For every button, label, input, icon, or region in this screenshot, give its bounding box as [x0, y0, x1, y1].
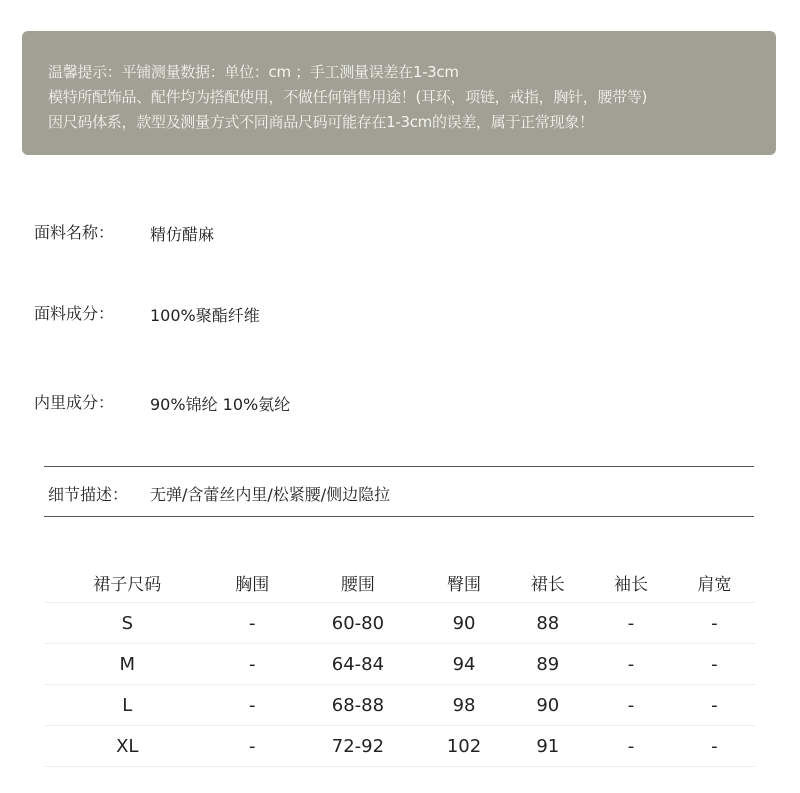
table-cell: 94: [422, 644, 506, 685]
table-cell: -: [673, 603, 756, 644]
size-table: [44, 562, 756, 767]
divider: [44, 466, 754, 467]
table-cell: -: [589, 603, 672, 644]
table-cell: L: [44, 685, 211, 726]
table-cell: 90: [506, 685, 589, 726]
header-cell: 裙子尺码: [93, 574, 162, 595]
divider: [44, 516, 754, 517]
header-cell: 袖长: [614, 574, 649, 595]
table-cell: 102: [422, 726, 506, 767]
table-cell: -: [673, 685, 756, 726]
table-cell: 72-92: [294, 726, 422, 767]
table-cell: XL: [44, 726, 211, 767]
table-row: [44, 685, 756, 726]
table-cell: -: [211, 685, 294, 726]
header-cell: 胸围: [235, 574, 270, 595]
lining-label: 内里成分：: [34, 393, 115, 412]
fabric-name-value: 精仿醋麻: [150, 225, 215, 244]
table-cell: 64-84: [294, 644, 422, 685]
detail-label: 细节描述：: [48, 485, 129, 504]
table-cell: -: [673, 644, 756, 685]
table-cell: 90: [422, 603, 506, 644]
table-row: [44, 644, 756, 685]
notice-line: 温馨提示：平铺测量数据：单位：cm ；手工测量误差在1-3cm: [48, 63, 459, 81]
header-cell: 裙长: [530, 574, 565, 595]
table-cell: 88: [506, 603, 589, 644]
table-cell: -: [211, 726, 294, 767]
notice-line: 模特所配饰品、配件均为搭配使用，不做任何销售用途！(耳环，项链，戒指，胸针，腰带等): [48, 88, 648, 106]
table-row: [44, 603, 756, 644]
table-cell: 89: [506, 644, 589, 685]
table-cell: 68-88: [294, 685, 422, 726]
table-cell: -: [589, 644, 672, 685]
detail-value: 无弹/含蕾丝内里/松紧腰/侧边隐拉: [150, 485, 391, 504]
fabric-name-label: 面料名称：: [34, 223, 115, 242]
header-cell: 肩宽: [697, 574, 732, 595]
table-cell: -: [211, 603, 294, 644]
table-cell: M: [44, 644, 211, 685]
header-cell: 腰围: [340, 574, 375, 595]
fabric-composition-value: 100%聚酯纤维: [150, 306, 260, 325]
table-cell: -: [589, 726, 672, 767]
table-cell: 98: [422, 685, 506, 726]
table-cell: -: [673, 726, 756, 767]
notice-line: 因尺码体系，款型及测量方式不同商品尺码可能存在1-3cm的误差，属于正常现象！: [48, 113, 594, 131]
notice-banner: [22, 31, 776, 155]
table-cell: 91: [506, 726, 589, 767]
fabric-composition-label: 面料成分：: [34, 304, 115, 323]
table-cell: 60-80: [294, 603, 422, 644]
table-row: [44, 726, 756, 767]
table-cell: S: [44, 603, 211, 644]
lining-value: 90%锦纶 10%氨纶: [150, 395, 291, 414]
header-cell: 臀围: [447, 574, 482, 595]
table-cell: -: [211, 644, 294, 685]
table-cell: -: [589, 685, 672, 726]
